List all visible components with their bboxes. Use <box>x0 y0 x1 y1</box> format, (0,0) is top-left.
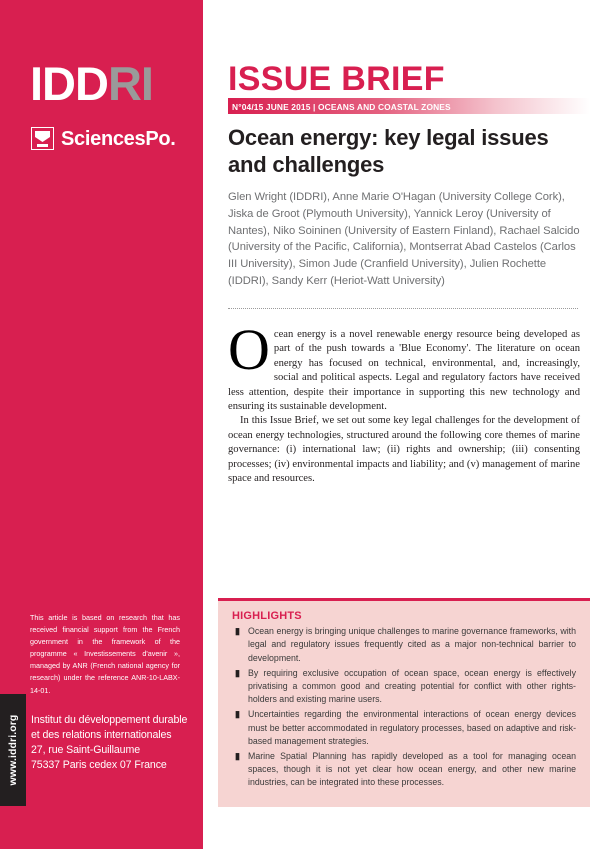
issue-info-text: N°04/15 JUNE 2015 | OCEANS AND COASTAL ZONES <box>232 101 451 112</box>
issue-info-band <box>228 98 590 114</box>
series-title: ISSUE BRIEF <box>228 60 445 98</box>
address-line: 75337 Paris cedex 07 France <box>31 759 167 772</box>
website-strip <box>0 694 26 806</box>
drop-cap: O <box>228 317 270 382</box>
sciencespo-logo <box>31 127 176 150</box>
highlight-text: Uncertainties regarding the environmental interactions of ocean energy devices must be better accommodated in regulatory processes, based on adaptive and risk-based management strategies. <box>248 709 576 746</box>
address-line: 27, rue Saint-Guillaume <box>31 744 140 757</box>
list-item <box>232 667 576 707</box>
highlight-text: By requiring exclusive occupation of ocean space, ocean energy is effectively privatising a common good and creating potential for conflict with other rights-holders and existing marine users. <box>248 667 576 705</box>
organisation-address <box>31 713 196 773</box>
bullet-icon: ▮ <box>235 626 240 636</box>
page-title: Ocean energy: key legal issues and challenges <box>228 125 549 177</box>
iddri-logo-white-part: IDD <box>30 57 108 110</box>
iddri-logo-grey-part: RI <box>107 57 153 110</box>
address-line: et des relations internationales <box>31 729 172 742</box>
bullet-icon: ▮ <box>235 750 240 761</box>
highlight-text: Ocean energy is bringing unique challenges to marine governance frameworks, with legal and regulatory issues frequently cited as a major non-technical barrier to development. <box>248 626 576 663</box>
highlights-title: HIGHLIGHTS <box>232 610 302 622</box>
website-url[interactable]: www.iddri.org <box>7 714 19 786</box>
bullet-icon: ▮ <box>235 667 240 678</box>
list-item <box>232 750 576 790</box>
funding-note: This article is based on research that has received financial support from the French government in the framework of the programme « Investissements d'avenir », managed by ANR (French national agency for research) under the reference ANR-10-LABX-14-01. <box>30 613 180 695</box>
list-item <box>232 625 576 665</box>
sciencespo-crest-icon <box>31 127 54 150</box>
list-item <box>232 708 576 748</box>
iddri-logo <box>30 57 153 110</box>
abstract-paragraph: cean energy is a novel renewable energy resource being developed as part of the push towards a 'Blue Economy'. The literature on ocean energy has focused on technical, environmental, and, increasingly, social and political aspects. Legal and regulatory factors have received less attention, despite their importance in supporting this new technology and ensuring its sustainable development. <box>228 329 580 413</box>
highlights-box <box>218 598 590 807</box>
bullet-icon: ▮ <box>235 709 240 720</box>
abstract <box>228 317 580 486</box>
main-content <box>228 0 578 849</box>
sciencespo-logo-label: SciencesPo. <box>61 127 176 150</box>
abstract-paragraph: In this Issue Brief, we set out some key legal challenges for the development of ocean energy technologies, structured around the following core themes of marine governance: (i) international law; (ii) rights and ownership; (iii) consenting processes; (iv) environmental impacts and liability; and (v) management of marine space and resources. <box>228 415 580 485</box>
divider <box>228 308 578 309</box>
address-line: Institut du développement durable <box>31 714 188 726</box>
author-list: Glen Wright (IDDRI), Anne Marie O'Hagan (University College Cork), Jiska de Groot (Plymouth University), Yannick Leroy (University of Nantes), Niko Soininen (University of Eastern Finland), Rachael Salcido (University of the Pacific, California), Montserrat Abad Castelos (Carlos III University), Simon Jude (Cranfield University), Julien Rochette (IDDRI), Sandy Kerr (Heriot-Watt University) <box>228 191 580 287</box>
highlight-text: Marine Spatial Planning has rapidly developed as a tool for managing ocean spaces, though it is not yet clear how ocean energy, and other new marine industries, can be integrated into these processes. <box>248 750 576 788</box>
left-sidebar <box>0 0 203 849</box>
